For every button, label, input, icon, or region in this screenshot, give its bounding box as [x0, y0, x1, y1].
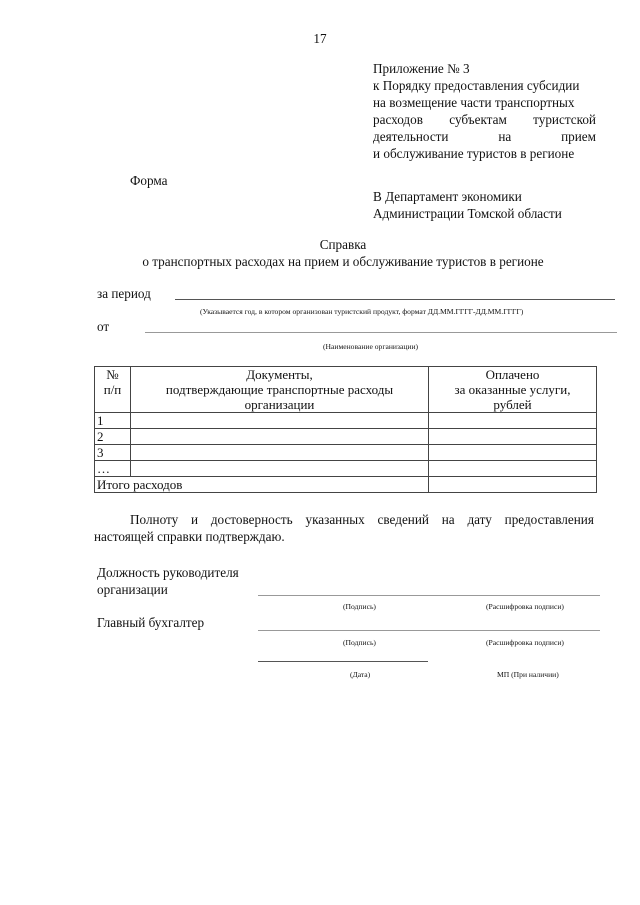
header-text: Оплачено [485, 367, 540, 382]
confirmation-word: сведений [377, 512, 429, 527]
confirmation-word: указанных [305, 512, 365, 527]
row-documents-cell[interactable] [131, 461, 429, 477]
row-paid-cell[interactable] [429, 429, 597, 445]
row-documents-cell[interactable] [131, 413, 429, 429]
annex-line-justified [373, 111, 596, 128]
row-documents-cell[interactable] [131, 445, 429, 461]
table-row [95, 413, 597, 429]
stamp-hint: МП (При наличии) [497, 670, 559, 679]
table-row [95, 445, 597, 461]
signature-hint: (Подпись) [343, 602, 376, 611]
row-number: … [95, 461, 131, 477]
header-documents [131, 367, 429, 413]
period-field-line[interactable] [175, 299, 615, 300]
header-paid [429, 367, 597, 413]
header-text: № [106, 367, 119, 382]
head-signature-line[interactable] [258, 595, 600, 596]
annex-word: туристской [533, 112, 596, 127]
row-number: 1 [95, 413, 131, 429]
decode-hint: (Расшифровка подписи) [486, 638, 564, 647]
row-documents-cell[interactable] [131, 429, 429, 445]
confirmation-word: достоверность [210, 512, 293, 527]
row-paid-cell[interactable] [429, 445, 597, 461]
row-number: 2 [95, 429, 131, 445]
table-total-row [95, 477, 597, 493]
head-position-line: Должность руководителя [97, 565, 239, 580]
confirmation-first-line [94, 511, 594, 528]
annex-line: и обслуживание туристов в регионе [373, 146, 575, 161]
row-paid-cell[interactable] [429, 413, 597, 429]
header-text: подтверждающие транспортные расходы [165, 382, 394, 397]
table-row [95, 461, 597, 477]
annex-line: к Порядку предоставления субсидии [373, 78, 580, 93]
accountant-label: Главный бухгалтер [97, 615, 205, 630]
row-number: 3 [95, 445, 131, 461]
header-text: п/п [103, 382, 122, 397]
recipient [373, 188, 562, 222]
confirmation-word: на [441, 512, 455, 527]
header-text: Документы, [246, 367, 313, 382]
annex-word: на [498, 129, 512, 144]
annex-line: на возмещение части транспортных [373, 95, 575, 110]
confirmation-word: предоставления [504, 512, 594, 527]
document-title: Справка [319, 237, 367, 252]
period-label: за период [97, 286, 151, 301]
total-label: Итого расходов [95, 477, 429, 493]
annex-line: Приложение № 3 [373, 61, 470, 76]
form-label: Форма [130, 173, 168, 188]
annex-word: расходов [373, 112, 423, 127]
table-header-row [95, 367, 597, 413]
expenses-table [94, 366, 597, 493]
recipient-line: Администрации Томской области [373, 206, 562, 221]
header-text: рублей [493, 397, 532, 412]
total-paid-cell[interactable] [429, 477, 597, 493]
confirmation-paragraph [94, 511, 594, 545]
period-hint: (Указывается год, в котором организован туристский продукт, формат ДД.ММ.ГГГГ-ДД.ММ.ГГГГ) [200, 307, 524, 316]
annex-block [373, 60, 596, 162]
header-text: за оказанные услуги, [454, 382, 571, 397]
annex-line-justified [373, 128, 596, 145]
head-position-label [97, 564, 239, 598]
from-label: от [97, 319, 110, 334]
document-subtitle: о транспортных расходах на прием и обслуживание туристов в регионе [142, 254, 544, 269]
head-position-line: организации [97, 582, 168, 597]
annex-word: прием [561, 129, 596, 144]
recipient-line: В Департамент экономики [373, 189, 522, 204]
organization-hint: (Наименование организации) [323, 342, 419, 351]
annex-word: деятельности [373, 129, 449, 144]
table-row [95, 429, 597, 445]
confirmation-word: дату [467, 512, 492, 527]
annex-word: субъектам [449, 112, 507, 127]
date-hint: (Дата) [350, 670, 371, 679]
decode-hint: (Расшифровка подписи) [486, 602, 564, 611]
header-text: организации [244, 397, 315, 412]
signature-hint: (Подпись) [343, 638, 376, 647]
row-paid-cell[interactable] [429, 461, 597, 477]
confirmation-second-line: настоящей справки подтверждаю. [94, 529, 285, 544]
header-number [95, 367, 131, 413]
confirmation-word: Полноту [130, 512, 179, 527]
date-line[interactable] [258, 661, 428, 662]
confirmation-word: и [190, 512, 199, 527]
organization-field-line[interactable] [145, 332, 617, 333]
accountant-signature-line[interactable] [258, 630, 600, 631]
page-number: 17 [313, 31, 327, 46]
